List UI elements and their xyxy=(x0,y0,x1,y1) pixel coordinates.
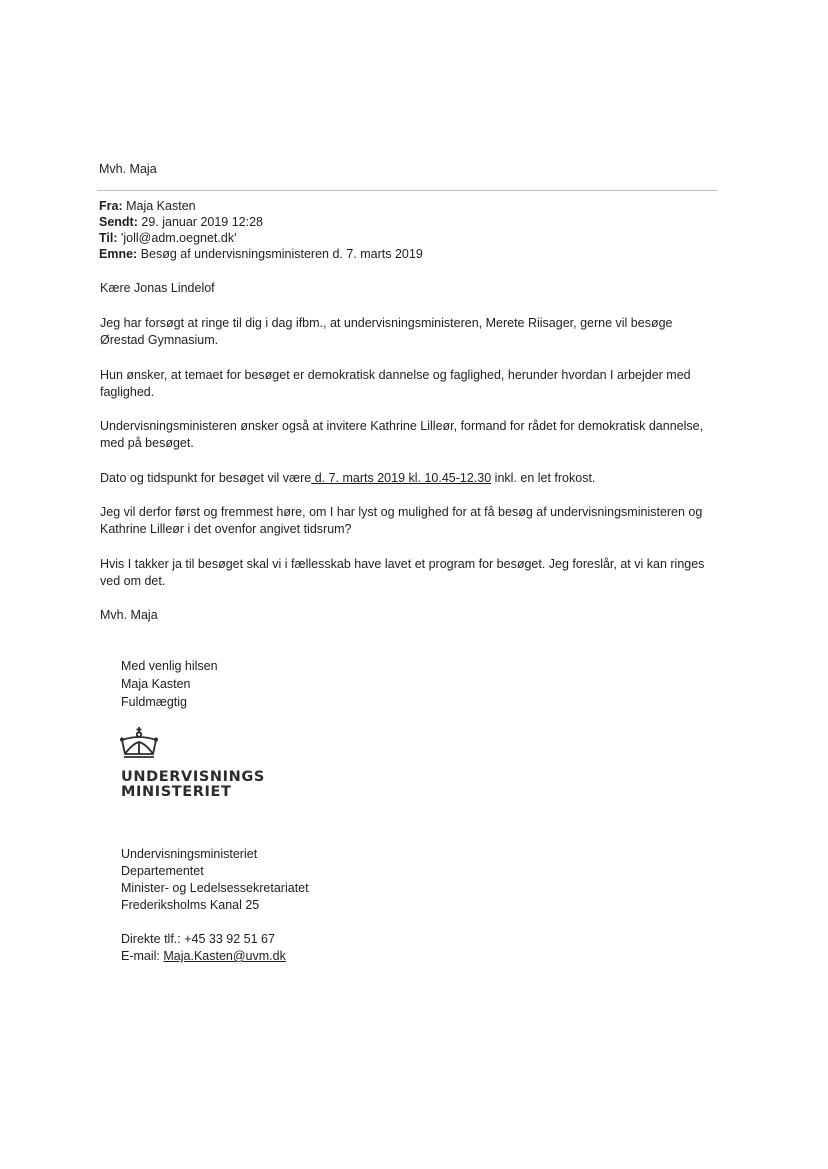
sent-row xyxy=(99,214,263,230)
from-label: Fra: xyxy=(99,199,123,213)
subject-label: Emne: xyxy=(99,247,138,261)
date-intro: Dato og tidspunkt for besøget vil være xyxy=(100,471,312,485)
phone-label: Direkte tlf.: xyxy=(121,932,181,946)
visit-date: d. 7. marts 2019 kl. 10.45-12.30 xyxy=(311,471,492,485)
to-value[interactable]: 'joll@adm.oegnet.dk' xyxy=(121,231,237,245)
email-link[interactable]: Maja.Kasten@uvm.dk xyxy=(163,949,286,963)
signature-unit: Minister- og Ledelsessekretariatet xyxy=(121,881,309,895)
body-paragraph-3: Undervisningsministeren ønsker også at invitere Kathrine Lilleør, formand for rådet for demokratisk dannelse, med på besøget. xyxy=(100,419,704,450)
sent-value: 29. januar 2019 12:28 xyxy=(141,215,264,229)
date-outro: inkl. en let frokost. xyxy=(491,471,596,485)
to-row xyxy=(99,230,236,246)
body-paragraph-1: Jeg har forsøgt at ringe til dig i dag ifbm., at undervisningsministeren, Merete Riisager, gerne vil besøge Ørestad Gymnasium. xyxy=(100,316,673,347)
signature-greeting: Med venlig hilsen xyxy=(121,659,218,673)
body-greeting: Kære Jonas Lindelof xyxy=(100,281,215,295)
signature-org: Undervisningsministeriet xyxy=(121,847,258,861)
subject-row xyxy=(99,246,423,262)
logo-text-line-2: MINISTERIET xyxy=(121,784,232,800)
from-value: Maja Kasten xyxy=(126,199,196,213)
phone-row xyxy=(121,931,275,947)
top-signoff: Mvh. Maja xyxy=(99,162,157,176)
subject-value: Besøg af undervisningsministeren d. 7. marts 2019 xyxy=(140,247,423,261)
body-paragraph-4 xyxy=(100,470,595,486)
body-paragraph-5: Jeg vil derfor først og fremmest høre, om I har lyst og mulighed for at få besøg af undervisningsministeren og Kathrine Lilleør i det ovenfor angivet tidsrum? xyxy=(100,505,703,536)
from-row xyxy=(99,198,196,214)
header-separator xyxy=(97,190,717,191)
sent-label: Sendt: xyxy=(99,215,138,229)
phone-value: +45 33 92 51 67 xyxy=(184,932,275,946)
email-row xyxy=(121,948,286,964)
to-label: Til: xyxy=(99,231,118,245)
signature-title: Fuldmægtig xyxy=(121,695,187,709)
body-paragraph-2: Hun ønsker, at temaet for besøget er demokratisk dannelse og faglighed, herunder hvordan I arbejder med faglighed. xyxy=(100,368,691,399)
signature-name: Maja Kasten xyxy=(121,677,191,691)
email-label: E-mail: xyxy=(121,949,160,963)
body-paragraph-6: Hvis I takker ja til besøget skal vi i fællesskab have lavet et program for besøget. Jeg foreslår, at vi kan ringes ved om det. xyxy=(100,557,705,588)
signature-dept: Departementet xyxy=(121,864,204,878)
crown-logo-icon xyxy=(116,726,162,760)
signature-address: Frederiksholms Kanal 25 xyxy=(121,898,260,912)
logo-text-line-1: UNDERVISNINGS xyxy=(121,769,265,785)
body-signoff: Mvh. Maja xyxy=(100,608,158,622)
